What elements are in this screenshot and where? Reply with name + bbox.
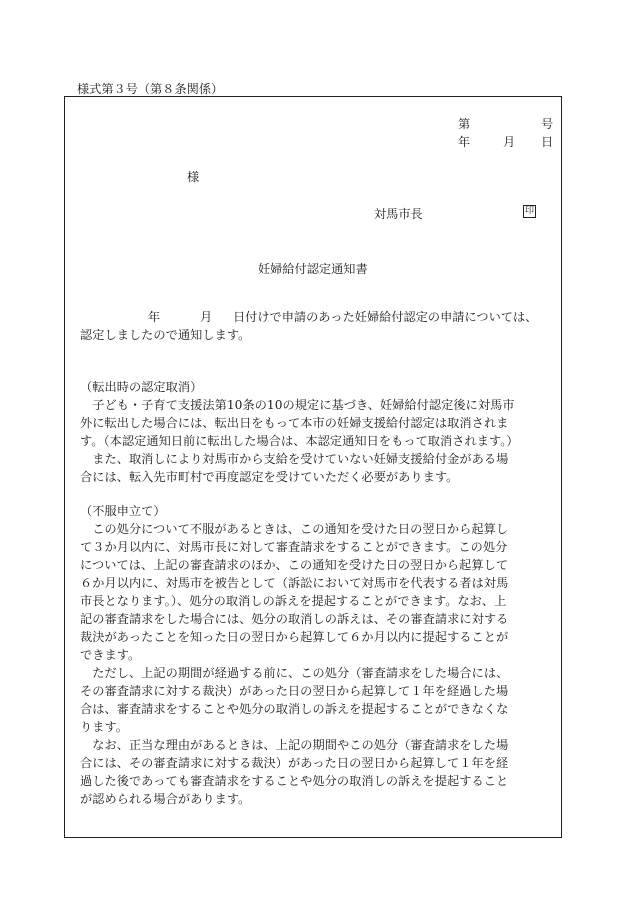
objection-text-line: その審査請求に対する裁決）があった日の翌日から起算して１年を経過した場 bbox=[80, 684, 509, 698]
number-suffix: 号 bbox=[541, 117, 554, 131]
form-number-label: 様式第３号（第８条関係） bbox=[77, 82, 224, 96]
objection-text-line: 合には、その審査請求に対する裁決）があった日の翌日から起算して１年を経 bbox=[80, 756, 509, 770]
objection-text-line: については、上記の審査請求のほか、この通知を受けた日の翌日から起算して bbox=[80, 558, 509, 572]
objection-text-line: て３か月以内に、対馬市長に対して審査請求をすることができます。この処分 bbox=[80, 540, 508, 554]
intro-line-2: 認定しましたので通知します。 bbox=[80, 328, 251, 342]
objection-text-line: 記の審査請求をした場合には、処分の取消しの訴えは、その審査請求に対する bbox=[80, 612, 509, 626]
date-day-label: 日 bbox=[541, 135, 554, 149]
objection-text-line: なお、正当な理由があるときは、上記の期間やこの処分（審査請求をした場 bbox=[80, 738, 509, 752]
objection-section-heading: （不服申立て） bbox=[80, 504, 166, 518]
seal-mark: 印 bbox=[524, 206, 534, 216]
objection-text-line: ただし、上記の期間が経過する前に、この処分（審査請求をした場合には、 bbox=[80, 666, 509, 680]
date-month-label: 月 bbox=[503, 135, 516, 149]
objection-text-line: 裁決があったことを知った日の翌日から起算して６か月以内に提起することが bbox=[80, 630, 509, 644]
seal-stamp-icon bbox=[523, 205, 536, 218]
objection-text-line: できます。 bbox=[80, 648, 141, 662]
date-year-label: 年 bbox=[458, 135, 471, 149]
issuer-name: 対馬市長 bbox=[374, 207, 423, 221]
intro-year-label: 年 bbox=[148, 310, 161, 324]
cancel-section-heading: （転出時の認定取消） bbox=[80, 380, 203, 394]
document-frame bbox=[64, 96, 562, 838]
intro-line-1: 日付けで申請のあった妊婦給付認定の申請については、 bbox=[233, 310, 538, 324]
addressee-suffix: 様 bbox=[187, 170, 200, 184]
objection-text-line: ります。 bbox=[80, 720, 128, 734]
cancel-text-line: 子ども・子育て支援法第10条の10の規定に基づき、妊婦給付認定後に対馬市 bbox=[80, 398, 515, 412]
document-title: 妊婦給付認定通知書 bbox=[258, 262, 368, 276]
objection-text-line: この処分について不服があるときは、この通知を受けた日の翌日から起算し bbox=[80, 522, 509, 536]
intro-month-label: 月 bbox=[200, 310, 213, 324]
cancel-text-line: す。（本認定通知日前に転出した場合は、本認定通知日をもって取消されます。） bbox=[80, 434, 519, 448]
objection-text-line: 合は、審査請求をすることや処分の取消しの訴えを提起することができなくな bbox=[80, 702, 509, 716]
cancel-text-line: 外に転出した場合には、転出日をもって本市の妊婦支援給付認定は取消されま bbox=[80, 416, 509, 430]
objection-text-line: 市長となります。）、処分の取消しの訴えを提起することができます。なお、上 bbox=[80, 594, 507, 608]
number-prefix: 第 bbox=[458, 117, 471, 131]
cancel-text-line: また、取消しにより対馬市から支給を受けていない妊婦支援給付金がある場 bbox=[80, 452, 509, 466]
cancel-text-line: 合には、転入先市町村で再度認定を受けていただく必要があります。 bbox=[80, 470, 459, 484]
objection-text-line: 過した後であっても審査請求をすることや処分の取消しの訴えを提起すること bbox=[80, 774, 509, 788]
objection-text-line: ６か月以内に、対馬市を被告として（訴訟において対馬市を代表する者は対馬 bbox=[80, 576, 509, 590]
objection-text-line: が認められる場合があります。 bbox=[80, 792, 251, 806]
